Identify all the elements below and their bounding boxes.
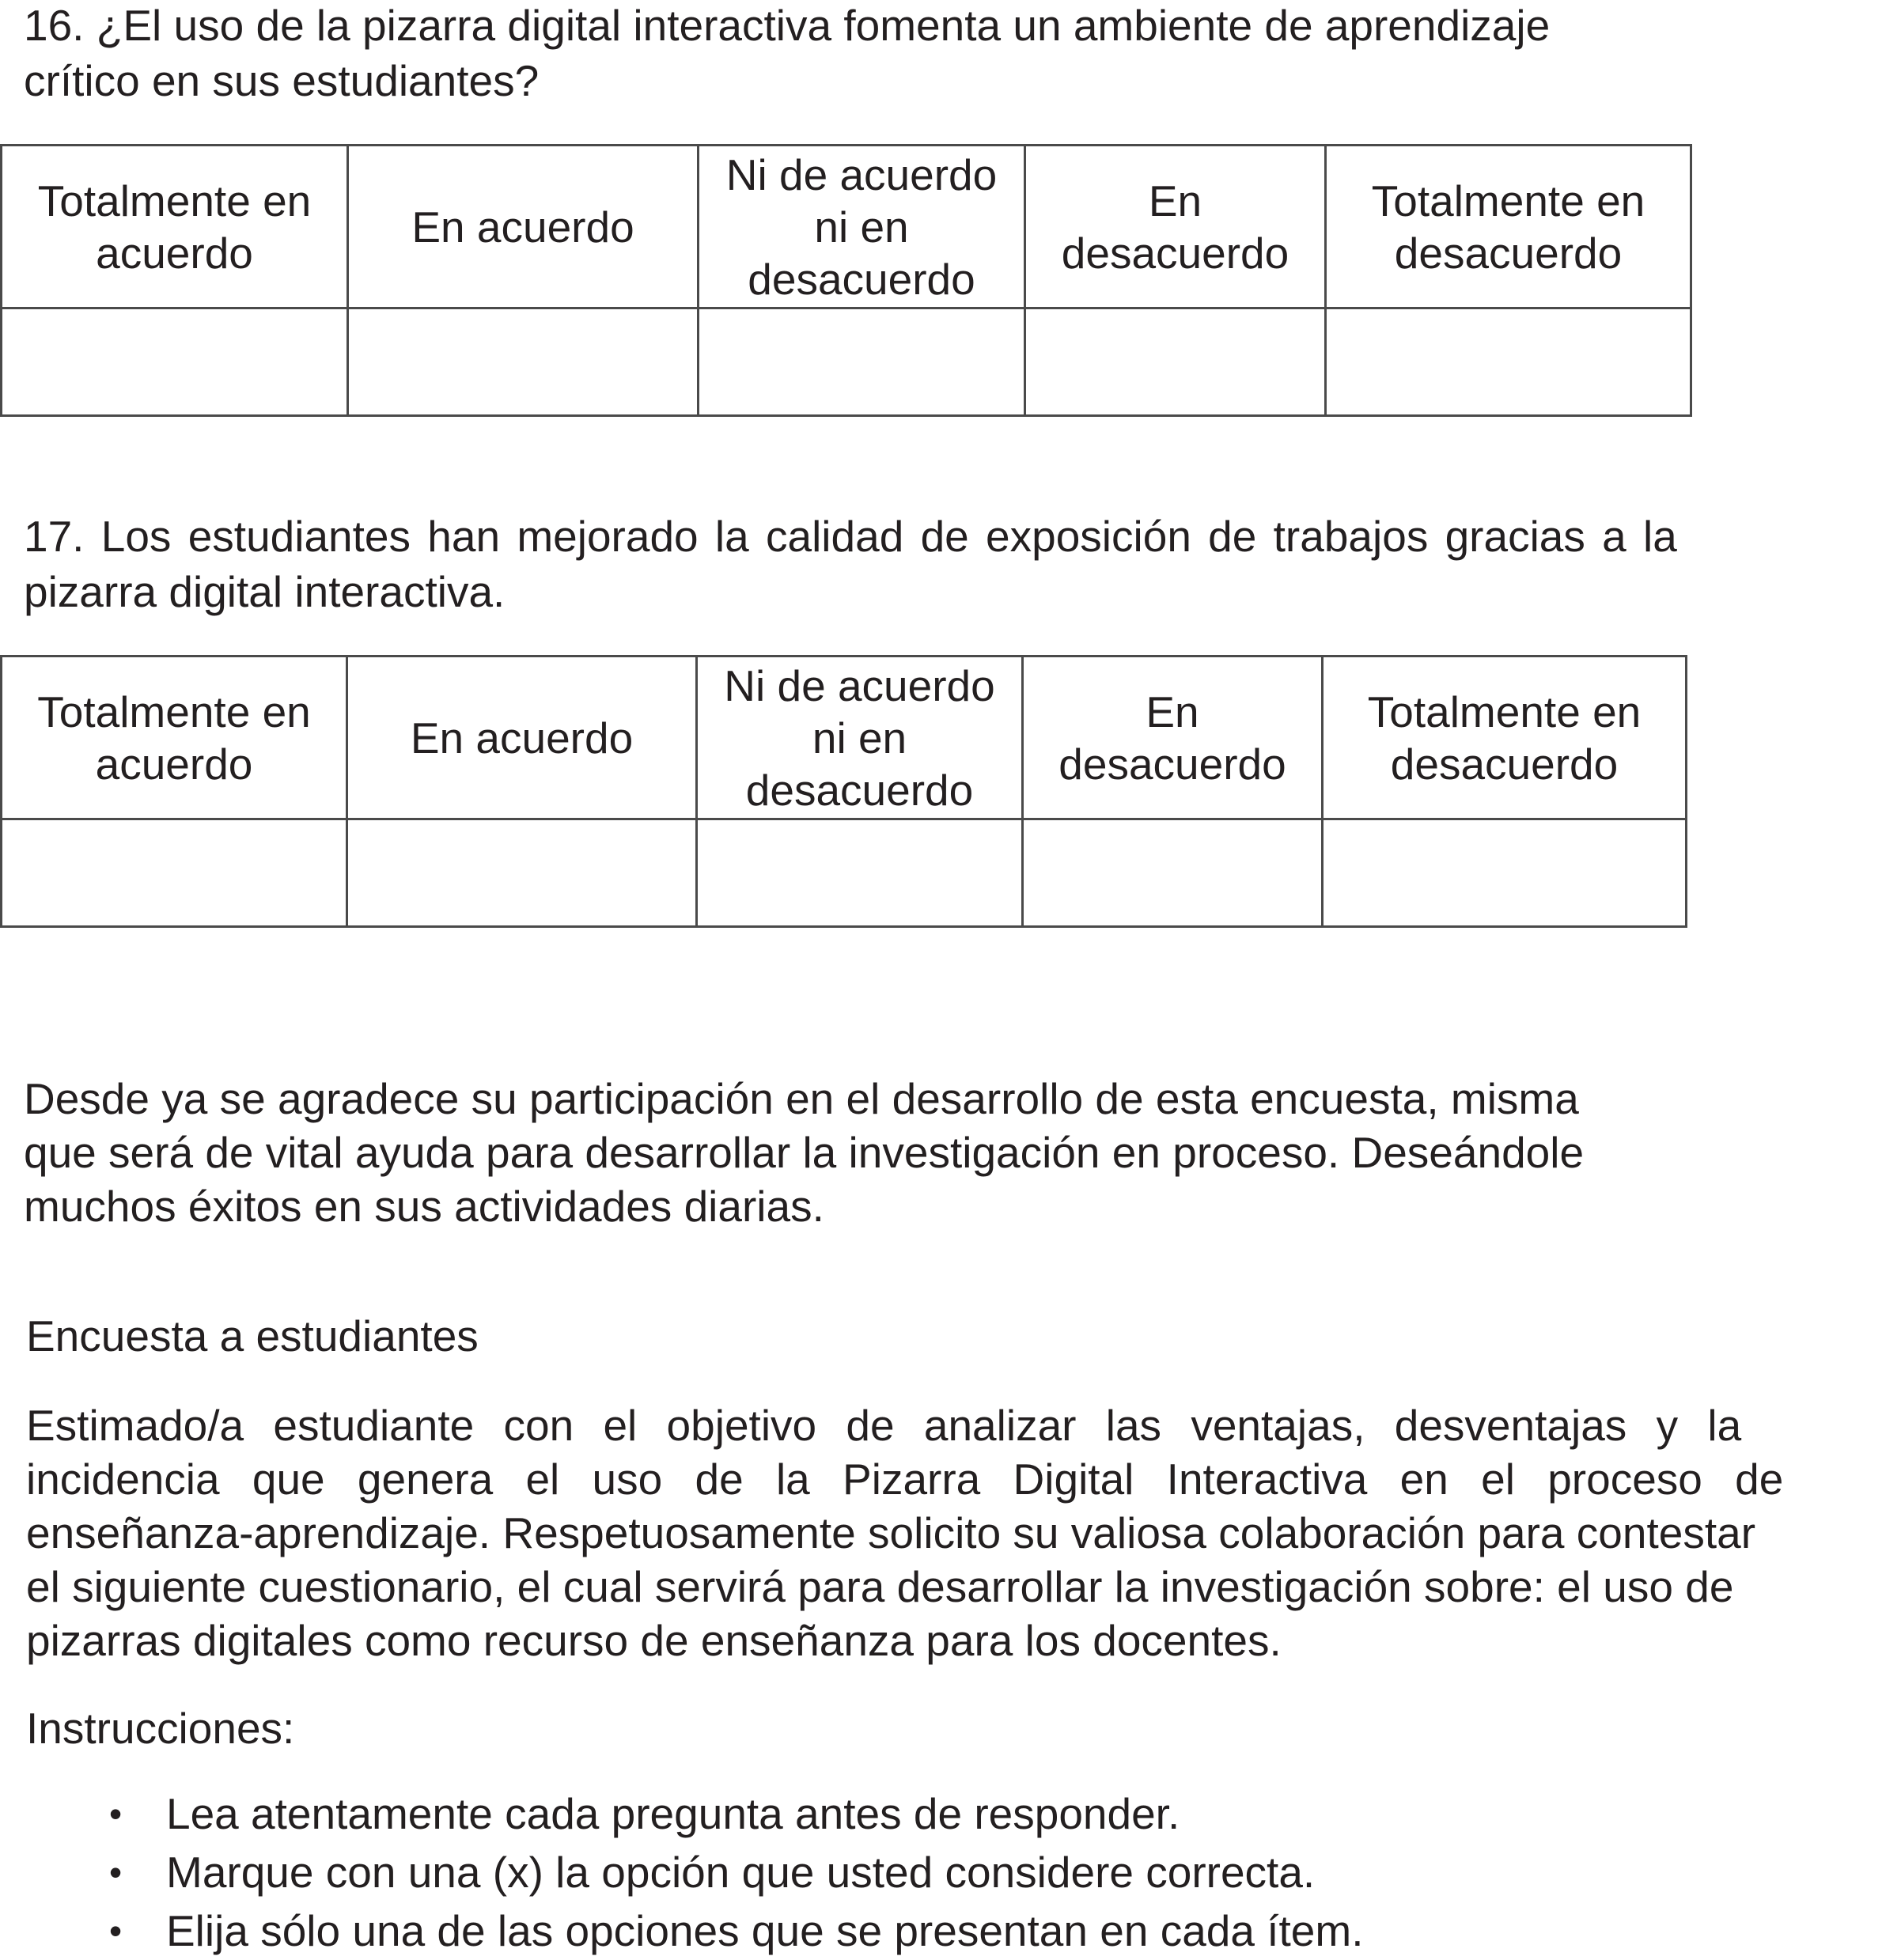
likert-header-row [2, 146, 1691, 308]
answer-cell-5[interactable] [1323, 819, 1687, 927]
closing-line-3: muchos éxitos en sus actividades diarias. [24, 1182, 824, 1231]
intro-line-1: Estimado/a estudiante con el objetivo de analizar las ventajas, desventajas y la [26, 1401, 1742, 1450]
answer-cell-1[interactable] [2, 819, 347, 927]
option-en-acuerdo: En acuerdo [347, 656, 697, 819]
instruction-text-1: Lea atentamente cada pregunta antes de responder. [166, 1789, 1180, 1838]
option-en-desacuerdo: En desacuerdo [1023, 656, 1323, 819]
option-totalmente-de-acuerdo: Totalmente en acuerdo [2, 656, 347, 819]
option-en-acuerdo: En acuerdo [348, 146, 699, 308]
question-16-line-1: 16. ¿El uso de la pizarra digital interactiva fomenta un ambiente de aprendizaje [24, 1, 1551, 50]
closing-line-2: que será de vital ayuda para desarrollar la investigación en proceso. Deseándole [24, 1128, 1585, 1177]
question-16 [24, 0, 1550, 108]
list-item [109, 1784, 1364, 1843]
option-en-desacuerdo: En desacuerdo [1025, 146, 1326, 308]
instruction-text-2: Marque con una (x) la opción que usted considere correcta. [166, 1848, 1316, 1897]
answer-cell-1[interactable] [2, 308, 348, 416]
intro-line-2: incidencia que genera el uso de la Pizarra Digital Interactiva en el proceso de [26, 1455, 1784, 1504]
bullet-icon: • [109, 1910, 123, 1951]
instructions-heading: Instrucciones: [26, 1704, 295, 1753]
likert-table-q17 [0, 655, 1687, 928]
intro-line-5: pizarras digitales como recurso de enseñanza para los docentes. [26, 1616, 1282, 1665]
intro-line-3: enseñanza-aprendizaje. Respetuosamente solicito su valiosa colaboración para contestar [26, 1508, 1756, 1557]
list-item [109, 1901, 1364, 1960]
likert-table-q16 [0, 144, 1692, 417]
option-ni-de-acuerdo-ni-en-desacuerdo: Ni de acuerdo ni en desacuerdo [697, 656, 1023, 819]
option-totalmente-en-desacuerdo: Totalmente en desacuerdo [1326, 146, 1691, 308]
bullet-icon: • [109, 1793, 123, 1834]
instructions-list [109, 1784, 1364, 1960]
option-totalmente-de-acuerdo: Totalmente en acuerdo [2, 146, 348, 308]
likert-answer-row [2, 819, 1687, 927]
closing-line-1: Desde ya se agradece su participación en el desarrollo de esta encuesta, misma [24, 1074, 1579, 1123]
question-16-line-2: crítico en sus estudiantes? [24, 56, 540, 105]
answer-cell-4[interactable] [1023, 819, 1323, 927]
answer-cell-3[interactable] [699, 308, 1025, 416]
question-17-line-1: 17. Los estudiantes han mejorado la calidad de exposición de trabajos gracias a la [24, 512, 1677, 561]
option-ni-de-acuerdo-ni-en-desacuerdo: Ni de acuerdo ni en desacuerdo [699, 146, 1025, 308]
answer-cell-4[interactable] [1025, 308, 1326, 416]
list-item [109, 1843, 1364, 1901]
instruction-text-3: Elija sólo una de las opciones que se presentan en cada ítem. [166, 1906, 1364, 1955]
question-17-line-2: pizarra digital interactiva. [24, 567, 506, 616]
closing-paragraph [24, 1072, 1584, 1233]
answer-cell-5[interactable] [1326, 308, 1691, 416]
bullet-icon: • [109, 1852, 123, 1893]
answer-cell-2[interactable] [348, 308, 699, 416]
intro-line-4: el siguiente cuestionario, el cual servirá para desarrollar la investigación sobre: el uso de [26, 1562, 1734, 1611]
intro-paragraph [26, 1398, 1783, 1667]
answer-cell-3[interactable] [697, 819, 1023, 927]
likert-header-row [2, 656, 1687, 819]
survey-title: Encuesta a estudiantes [26, 1311, 479, 1360]
answer-cell-2[interactable] [347, 819, 697, 927]
option-totalmente-en-desacuerdo: Totalmente en desacuerdo [1323, 656, 1687, 819]
likert-answer-row [2, 308, 1691, 416]
question-17 [24, 509, 1677, 619]
